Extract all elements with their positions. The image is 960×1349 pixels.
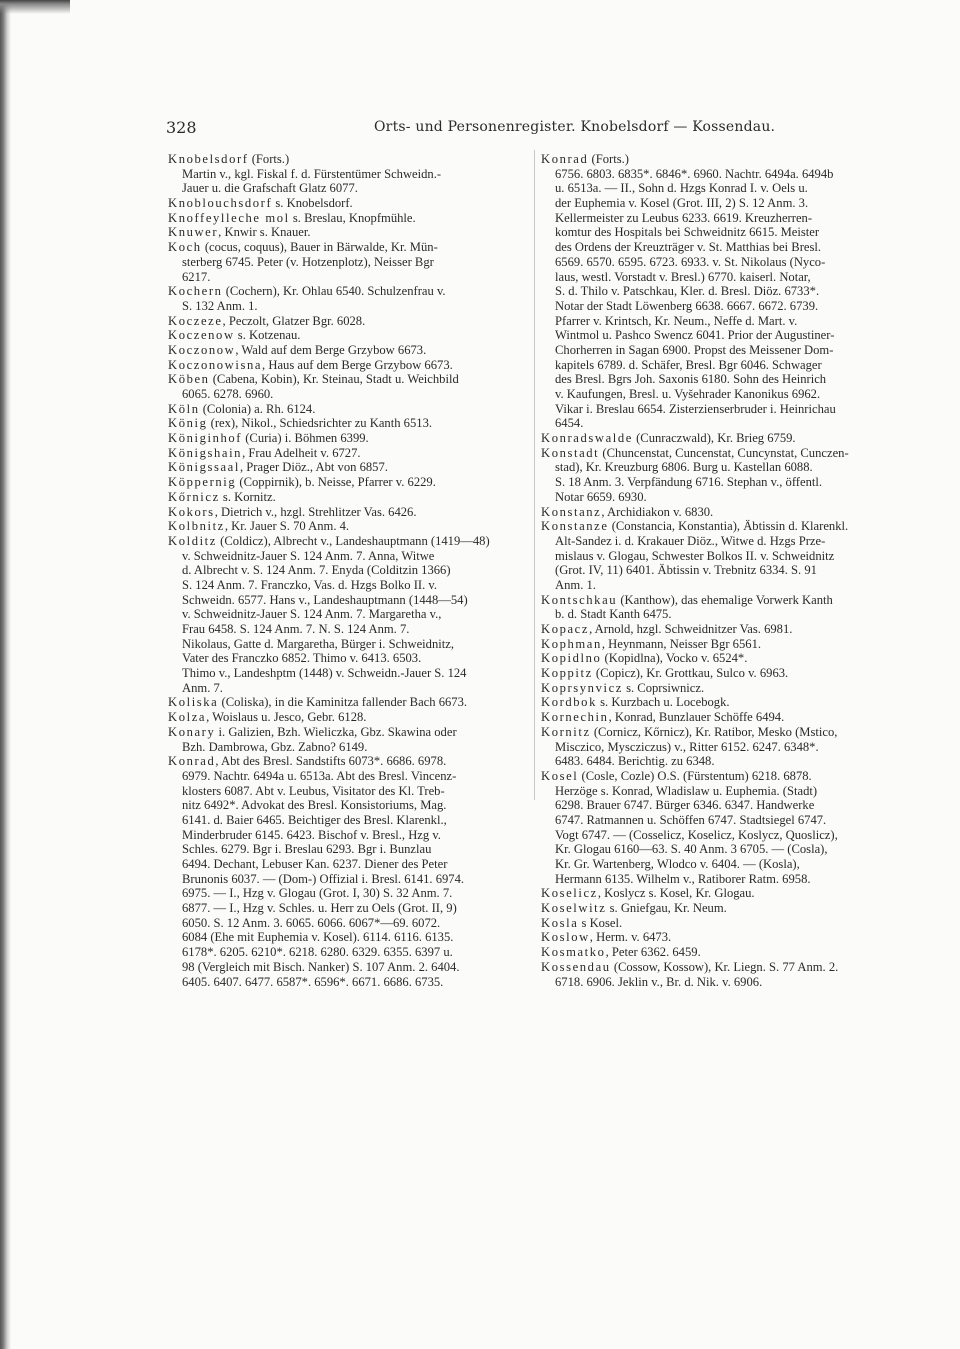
entry-text: (Curia) i. Böhmen 6399. xyxy=(242,431,369,446)
entry-headword: Kolbnitz xyxy=(168,519,225,534)
entry-text: , Kr. Jauer S. 70 Anm. 4. xyxy=(224,519,350,534)
index-entry-continuation xyxy=(168,167,530,182)
index-entry xyxy=(168,519,530,534)
index-entry-continuation xyxy=(541,975,899,990)
entry-text: , Haus auf dem Berge Grzybow 6673. xyxy=(262,357,453,372)
index-entry-continuation xyxy=(168,651,530,666)
entry-text: v. Kaufungen, Bresl. u. Vyšehrader Kanonikus 6962. xyxy=(555,387,821,401)
index-entry xyxy=(168,211,530,226)
entry-headword: Koczonow xyxy=(168,342,236,357)
index-entry-continuation xyxy=(541,181,899,196)
entry-text: 6877. — I., Hzg v. Schles. u. Herr zu Oels (Grot. II, 9) xyxy=(182,901,457,916)
entry-headword: Kornechin xyxy=(541,710,609,725)
index-entry xyxy=(541,916,899,931)
index-entry xyxy=(168,314,530,329)
entry-headword: Kosla xyxy=(541,915,579,930)
entry-text: 6065. 6278. 6960. xyxy=(182,387,274,401)
entry-text: s. Gniefgau, Kr. Neum. xyxy=(606,901,727,916)
index-entry xyxy=(168,460,530,475)
entry-text: (Kopidlna), Vocko v. 6524*. xyxy=(601,651,748,666)
entry-headword: Knoffeylleche mol xyxy=(168,210,290,225)
index-entry-continuation xyxy=(168,578,530,593)
entry-headword: Koczonowisna xyxy=(168,357,263,372)
entry-headword: Königssaal xyxy=(168,460,240,475)
index-entry-continuation xyxy=(168,769,530,784)
index-entry-continuation xyxy=(168,666,530,681)
entry-text: 6178*. 6205. 6210*. 6218. 6280. 6329. 6355. 6397 u. xyxy=(182,945,453,960)
entry-headword: Konstanze xyxy=(541,519,609,534)
entry-headword: Kophman xyxy=(541,636,602,651)
index-entry xyxy=(541,651,899,666)
entry-text: (Coppirnik), b. Neisse, Pfarrer v. 6229. xyxy=(236,475,436,490)
entry-headword: Kontschkau xyxy=(541,592,618,607)
index-entry-continuation xyxy=(168,181,530,196)
index-entry xyxy=(541,152,899,167)
entry-text: 6747. Ratmannen u. Schöffen 6747. Stadtsiegel 6747. xyxy=(555,812,827,827)
index-entry-continuation xyxy=(168,813,530,828)
index-entry xyxy=(168,446,530,461)
entry-text: Notar 6659. 6930. xyxy=(555,489,647,504)
index-entry-continuation xyxy=(541,534,899,549)
index-entry-continuation xyxy=(541,842,899,857)
entry-text: (Kanthow), das ehemalige Vorwerk Kanth xyxy=(617,592,833,607)
index-entry-continuation xyxy=(541,225,899,240)
index-entry xyxy=(541,930,899,945)
entry-headword: Kornitz xyxy=(541,724,591,739)
entry-text: (Coliska), in die Kaminitza fallender Bach 6673. xyxy=(218,695,468,710)
index-entry-continuation xyxy=(541,299,899,314)
right-column xyxy=(541,152,899,989)
entry-text: s. Breslau, Knopfmühle. xyxy=(289,210,416,225)
entry-text: Chorherren in Sagan 6900. Propst des Meissener Dom- xyxy=(555,342,834,357)
entry-text: , Konrad, Bunzlauer Schöffe 6494. xyxy=(608,710,785,725)
column-rule xyxy=(534,150,535,800)
entry-headword: Kosel xyxy=(541,768,579,783)
index-entry-continuation xyxy=(541,284,899,299)
entry-headword: Kolditz xyxy=(168,533,217,548)
entry-text: Vater des Franczko 6852. Thimo v. 6413. 6503. xyxy=(182,651,422,666)
index-entry-continuation xyxy=(541,460,899,475)
index-entry-continuation xyxy=(168,886,530,901)
index-entry xyxy=(541,886,899,901)
index-entry-continuation xyxy=(541,343,899,358)
entry-text: (Cabena, Kobin), Kr. Steinau, Stadt u. Weichbild xyxy=(209,372,459,387)
entry-text: 6494. Dechant, Lebuser Kan. 6237. Diener des Peter xyxy=(182,857,448,871)
index-entry-continuation xyxy=(168,798,530,813)
entry-text: Brunonis 6037. — (Dom-) Offizial i. Bresl. 6141. 6974. xyxy=(182,871,465,886)
entry-text: Kr. Glogau 6160—63. S. 40 Anm. 3 6705. — (Cosla), xyxy=(555,842,828,857)
index-entry xyxy=(168,284,530,299)
entry-headword: Köln xyxy=(168,401,200,416)
index-entry xyxy=(541,695,899,710)
index-entry xyxy=(541,666,899,681)
index-entry-continuation xyxy=(541,872,899,887)
entry-text: 6979. Nachtr. 6494a u. 6513a. Abt des Bresl. Vincenz- xyxy=(182,768,457,783)
entry-headword: Kopacz xyxy=(541,622,590,636)
index-entry-continuation xyxy=(541,563,899,578)
index-entry xyxy=(168,240,530,255)
entry-text: 6217. xyxy=(182,269,211,284)
entry-text: Anm. 7. xyxy=(182,680,223,695)
index-entry-continuation xyxy=(168,857,530,872)
entry-headword: Koselicz xyxy=(541,886,598,901)
index-entry xyxy=(168,725,530,740)
index-entry xyxy=(168,343,530,358)
index-entry xyxy=(541,960,899,975)
entry-text: des Bresl. Bgrs Joh. Saxonis 6180. Sohn des Heinrich xyxy=(555,372,827,387)
entry-text: b. d. Stadt Kanth 6475. xyxy=(555,607,672,622)
entry-text: , Heynmann, Neisser Bgr 6561. xyxy=(601,636,762,651)
index-entry-continuation xyxy=(168,299,530,314)
index-entry xyxy=(541,593,899,608)
index-entry xyxy=(168,534,530,549)
entry-text: 6405. 6407. 6477. 6587*. 6596*. 6671. 6686. 6735. xyxy=(182,974,444,989)
index-entry-continuation xyxy=(168,270,530,285)
entry-text: sterberg 6745. Peter (v. Hotzenplotz), Neisser Bgr xyxy=(182,254,434,269)
entry-text: , Peter 6362. 6459. xyxy=(605,945,701,960)
running-head: Orts- und Personenregister. Knobelsdorf — Kossendau. xyxy=(374,119,776,135)
index-entry-continuation xyxy=(541,196,899,211)
index-entry-continuation xyxy=(541,358,899,373)
index-entry-continuation xyxy=(541,328,899,343)
index-entry xyxy=(168,402,530,417)
entry-text: (Forts.) xyxy=(248,152,290,166)
entry-text: (Cosle, Cozle) O.S. (Fürstentum) 6218. 6878. xyxy=(578,768,812,783)
entry-headword: Konstanz xyxy=(541,504,602,519)
entry-text: s. Kurzbach u. Locebogk. xyxy=(596,695,730,710)
index-entry-continuation xyxy=(541,828,899,843)
index-entry xyxy=(168,754,530,769)
index-entry-continuation xyxy=(168,549,530,564)
entry-text: u. 6513a. — II., Sohn d. Hzgs Konrad I. v. Oels u. xyxy=(555,181,808,196)
index-entry xyxy=(541,446,899,461)
entry-text: s. Knobelsdorf. xyxy=(272,196,353,211)
entry-text: S. 18 Anm. 3. Verpfändung 6716. Stephan v., öffentl. xyxy=(555,475,823,490)
index-entry-continuation xyxy=(168,945,530,960)
entry-headword: Köppernig xyxy=(168,475,237,490)
entry-text: stad), Kr. Kreuzburg 6806. Burg u. Kastellan 6088. xyxy=(555,460,813,475)
entry-text: nitz 6492*. Advokat des Bresl. Konsistoriums, Mag. xyxy=(182,798,447,813)
index-entry-continuation xyxy=(541,402,899,417)
index-entry-continuation xyxy=(541,607,899,622)
entry-text: kapitels 6789. d. Schäfer, Bresl. Bgr 6046. Schwager xyxy=(555,357,822,372)
entry-headword: Koliska xyxy=(168,695,219,710)
entry-headword: Konary xyxy=(168,724,216,739)
entry-text: Hermann 6135. Wilhelm v., Ratiborer Ratm. 6958. xyxy=(555,871,811,886)
entry-text: , Wald auf dem Berge Grzybow 6673. xyxy=(235,342,427,357)
entry-text: (rex), Nikol., Schiedsrichter zu Kanth 6513. xyxy=(207,416,433,431)
entry-text: , Frau Adelheit v. 6727. xyxy=(242,445,361,460)
entry-text: S. 124 Anm. 7. Franczko, Vas. d. Hzgs Bolko II. v. xyxy=(182,577,438,592)
entry-headword: Königinhof xyxy=(168,431,243,446)
entry-headword: Knoblouchsdorf xyxy=(168,196,273,211)
index-entry xyxy=(541,945,899,960)
entry-text: 6975. — I., Hzg v. Glogau (Grot. I, 30) S. 32 Anm. 7. xyxy=(182,886,453,901)
index-entry-continuation xyxy=(541,549,899,564)
index-entry xyxy=(541,710,899,725)
scan-top-corner xyxy=(0,0,70,14)
entry-text: Herzöge s. Konrad, Wladislaw u. Euphemia. (Stadt) xyxy=(555,783,818,798)
index-entry xyxy=(168,710,530,725)
entry-text: S. d. Thilo v. Patschkau, Kler. d. Bresl. Diöz. 6733*. xyxy=(555,284,820,299)
index-entry-continuation xyxy=(541,578,899,593)
entry-text: , Knwir s. Knauer. xyxy=(218,225,311,240)
index-entry-continuation xyxy=(541,270,899,285)
index-entry-continuation xyxy=(168,872,530,887)
entry-headword: Kolza xyxy=(168,710,207,725)
index-entry xyxy=(541,622,899,637)
entry-text: Jauer u. die Grafschaft Glatz 6077. xyxy=(182,181,358,196)
entry-text: Bzh. Dambrowa, Gbz. Zabno? 6149. xyxy=(182,739,368,754)
entry-text: 6050. S. 12 Anm. 3. 6065. 6066. 6067*—69. 6072. xyxy=(182,915,441,930)
entry-text: , Peczolt, Glatzer Bgr. 6028. xyxy=(222,313,366,328)
entry-text: Notar der Stadt Löwenberg 6638. 6667. 6672. 6739. xyxy=(555,298,819,313)
index-entry xyxy=(168,475,530,490)
entry-text: (Forts.) xyxy=(588,152,629,166)
index-entry-continuation xyxy=(168,681,530,696)
index-entry-continuation xyxy=(541,372,899,387)
entry-headword: Knobelsdorf xyxy=(168,152,249,166)
entry-text: Schles. 6279. Bgr i. Breslau 6293. Bgr i. Bunzlau xyxy=(182,842,432,857)
entry-text: Anm. 1. xyxy=(555,577,596,592)
entry-text: (Chuncenstat, Cuncenstat, Cuncynstat, Cunczen- xyxy=(599,445,849,460)
entry-text: Thimo v., Landeshptm (1448) v. Schweidn.-Jauer S. 124 xyxy=(182,666,467,681)
entry-headword: Koch xyxy=(168,240,202,255)
entry-headword: Kordbok xyxy=(541,695,597,710)
index-entry xyxy=(168,196,530,211)
entry-text: laus, westl. Vorstadt v. Bresl.) 6770. kaiserl. Notar, xyxy=(555,269,811,284)
entry-text: v. Schweidnitz-Jauer S. 124 Anm. 7. Margaretha v., xyxy=(182,607,442,622)
index-entry xyxy=(168,225,530,240)
index-entry-continuation xyxy=(541,211,899,226)
entry-text: v. Schweidnitz-Jauer S. 124 Anm. 7. Anna, Witwe xyxy=(182,548,435,563)
entry-headword: Kokors xyxy=(168,504,215,519)
index-entry-continuation xyxy=(541,314,899,329)
entry-text: Vikar i. Breslau 6654. Zisterzienserbruder i. Heinrichau xyxy=(555,401,836,416)
index-entry-continuation xyxy=(168,828,530,843)
index-entry-continuation xyxy=(168,975,530,990)
entry-headword: Koprsynvicz xyxy=(541,680,623,695)
entry-text: (Cunraczwald), Kr. Brieg 6759. xyxy=(632,431,796,446)
index-entry xyxy=(541,725,899,740)
index-entry-continuation xyxy=(168,622,530,637)
entry-headword: Königshain xyxy=(168,445,243,460)
entry-text: , Woislaus u. Jesco, Gebr. 6128. xyxy=(206,710,367,725)
entry-text: Alt-Sandez i. d. Krakauer Diöz., Witwe d. Hzgs Prze- xyxy=(555,533,826,548)
entry-text: , Archidiakon v. 6830. xyxy=(601,504,714,519)
index-entry xyxy=(168,328,530,343)
index-entry-continuation xyxy=(168,901,530,916)
entry-text: Kellermeister zu Leubus 6233. 6619. Kreuzherren- xyxy=(555,210,813,225)
entry-text: (Grot. IV, 11) 6401. Äbtissin v. Trebnitz 6334. S. 91 xyxy=(555,563,817,578)
entry-text: s. Kornitz. xyxy=(219,489,276,504)
index-entry-continuation xyxy=(541,754,899,769)
entry-headword: Konstadt xyxy=(541,445,600,460)
entry-text: 98 (Vergleich mit Bisch. Nanker) S. 107 Anm. 2. 6404. xyxy=(182,959,460,974)
index-entry-continuation xyxy=(168,563,530,578)
entry-text: s. Coprsiwnicz. xyxy=(622,680,705,695)
index-entry xyxy=(541,637,899,652)
entry-text: komtur des Hospitals bei Schweidnitz 6615. Meister xyxy=(555,225,820,240)
index-entry xyxy=(168,152,530,167)
index-entry-continuation xyxy=(541,416,899,431)
page-header xyxy=(166,118,776,138)
entry-text: (Constancia, Konstantia), Äbtissin d. Klarenkl. xyxy=(608,519,849,534)
entry-text: (Colonia) a. Rh. 6124. xyxy=(199,401,316,416)
entry-text: Schweidn. 6577. Hans v., Landeshauptmann (1448—54) xyxy=(182,592,468,607)
entry-text: Pfarrer v. Krintsch, Kr. Neum., Neffe d. Mart. v. xyxy=(555,313,798,328)
entry-text: Nikolaus, Gatte d. Margaretha, Bürger i. Schweidnitz, xyxy=(182,636,454,651)
entry-text: (Cornicz, Kőrnicz), Kr. Ratibor, Mesko (Mstico, xyxy=(590,724,838,739)
entry-text: (Coldicz), Albrecht v., Landeshauptmann (1419—48) xyxy=(216,533,490,548)
index-entry xyxy=(168,372,530,387)
index-entry xyxy=(541,769,899,784)
entry-text: S. 132 Anm. 1. xyxy=(182,298,258,313)
index-entry-continuation xyxy=(168,842,530,857)
entry-text: , Koslycz s. Kosel, Kr. Glogau. xyxy=(597,886,755,901)
entry-headword: Koslow xyxy=(541,930,590,945)
left-column xyxy=(168,152,530,989)
entry-text: s Kosel. xyxy=(578,915,623,930)
entry-headword: Kőrnicz xyxy=(168,489,220,504)
index-entry xyxy=(168,358,530,373)
entry-headword: König xyxy=(168,416,208,431)
entry-text: , Abt des Bresl. Sandstifts 6073*. 6686. 6978. xyxy=(215,754,447,769)
entry-text: , Dietrich v., hzgl. Strehlitzer Vas. 6426. xyxy=(214,504,417,519)
entry-text: Misczico, Myscziczus) v., Ritter 6152. 6247. 6348*. xyxy=(555,739,819,754)
entry-headword: Konradswalde xyxy=(541,431,633,446)
index-entry-continuation xyxy=(168,784,530,799)
entry-text: 6756. 6803. 6835*. 6846*. 6960. Nachtr. 6494a. 6494b xyxy=(555,166,834,181)
index-entry xyxy=(541,431,899,446)
index-entry xyxy=(541,901,899,916)
page-number: 328 xyxy=(166,118,197,137)
entry-text: 6084 (Ehe mit Euphemia v. Kosel). 6114. 6116. 6135. xyxy=(182,930,454,945)
entry-headword: Koselwitz xyxy=(541,901,607,916)
index-entry xyxy=(541,519,899,534)
entry-headword: Koppitz xyxy=(541,666,593,681)
index-entry-continuation xyxy=(541,490,899,505)
index-entry xyxy=(168,505,530,520)
entry-headword: Kosmatko xyxy=(541,945,606,960)
entry-text: (cocus, coquus), Bauer in Bärwalde, Kr. Mün- xyxy=(201,240,438,255)
index-entry-continuation xyxy=(541,798,899,813)
index-entry-continuation xyxy=(541,167,899,182)
entry-text: Wintmol u. Pashco Swencz 6041. Prior der Augustiner- xyxy=(555,328,835,343)
entry-text: , Arnold, hzgl. Schweidnitzer Vas. 6981. xyxy=(589,622,793,636)
index-entry-continuation xyxy=(541,740,899,755)
entry-text: Frau 6458. S. 124 Anm. 7. N. S. 124 Anm. 7. xyxy=(182,622,410,636)
entry-text: d. Albrecht v. S. 124 Anm. 7. Enyda (Colditzin 1366) xyxy=(182,563,451,578)
index-entry-continuation xyxy=(168,740,530,755)
index-entry-continuation xyxy=(168,637,530,652)
entry-text: Kr. Gr. Wartenberg, Wlodco v. 6404. — (Kosla), xyxy=(555,857,800,871)
index-entry-continuation xyxy=(541,255,899,270)
entry-headword: Kossendau xyxy=(541,959,611,974)
index-entry-continuation xyxy=(541,240,899,255)
index-entry xyxy=(168,431,530,446)
index-entry-continuation xyxy=(541,387,899,402)
entry-headword: Kopidlno xyxy=(541,651,602,666)
index-entry-continuation xyxy=(168,916,530,931)
entry-text: (Cossow, Kossow), Kr. Liegn. S. 77 Anm. 2. xyxy=(610,959,839,974)
entry-text: s. Kotzenau. xyxy=(234,328,301,343)
entry-text: Minderbruder 6145. 6423. Bischof v. Bresl., Hzg v. xyxy=(182,827,441,842)
index-entry-continuation xyxy=(168,593,530,608)
index-entry-continuation xyxy=(168,930,530,945)
entry-text: klosters 6087. Abt v. Leubus, Visitator des Kl. Treb- xyxy=(182,783,445,798)
entry-headword: Koczeze xyxy=(168,313,223,328)
entry-headword: Konrad xyxy=(168,754,216,769)
entry-text: 6718. 6906. Jeklin v., Br. d. Nik. v. 6906. xyxy=(555,974,763,989)
entry-text: , Prager Diöz., Abt von 6857. xyxy=(239,460,388,475)
entry-text: Martin v., kgl. Fiskal f. d. Fürstentümer Schweidn.- xyxy=(182,166,442,181)
index-entry-continuation xyxy=(541,813,899,828)
scan-left-edge xyxy=(0,0,11,1349)
index-entry-continuation xyxy=(168,255,530,270)
entry-headword: Knuwer xyxy=(168,225,219,240)
index-entry-continuation xyxy=(541,784,899,799)
entry-text: 6569. 6570. 6595. 6723. 6933. v. St. Nikolaus (Nyco- xyxy=(555,254,826,269)
entry-text: des Ordens der Kreuzträger v. St. Matthias bei Bresl. xyxy=(555,240,822,255)
index-entry xyxy=(168,695,530,710)
index-entry xyxy=(541,505,899,520)
entry-headword: Konrad xyxy=(541,152,589,166)
entry-text: 6298. Brauer 6747. Bürger 6346. 6347. Handwerke xyxy=(555,798,815,813)
entry-text: 6454. xyxy=(555,416,584,431)
index-entry-continuation xyxy=(168,607,530,622)
index-entry xyxy=(168,490,530,505)
entry-text: , Herm. v. 6473. xyxy=(589,930,672,945)
entry-text: (Copicz), Kr. Grottkau, Sulco v. 6963. xyxy=(592,666,789,681)
entry-text: Vogt 6747. — (Cosselicz, Koselicz, Koslycz, Quoslicz), xyxy=(555,827,838,842)
entry-text: 6141. d. Baier 6465. Beichtiger des Bresl. Klarenkl., xyxy=(182,812,447,827)
entry-headword: Köben xyxy=(168,372,210,387)
entry-text: i. Galizien, Bzh. Wieliczka, Gbz. Skawina oder xyxy=(215,724,457,739)
entry-text: der Euphemia v. Kosel (Grot. III, 2) S. 12 Anm. 3. xyxy=(555,196,809,211)
entry-headword: Koczenow xyxy=(168,328,235,343)
index-entry-continuation xyxy=(168,960,530,975)
entry-text: 6483. 6484. Berichtig. zu 6348. xyxy=(555,754,715,769)
entry-text: mislaus v. Glogau, Schwester Bolkos II. v. Schweidnitz xyxy=(555,548,835,563)
index-entry-continuation xyxy=(541,475,899,490)
entry-text: (Cochern), Kr. Ohlau 6540. Schulzenfrau v. xyxy=(222,284,446,299)
entry-headword: Kochern xyxy=(168,284,223,299)
index-entry-continuation xyxy=(541,857,899,872)
index-entry xyxy=(541,681,899,696)
index-entry xyxy=(168,416,530,431)
index-entry-continuation xyxy=(168,387,530,402)
